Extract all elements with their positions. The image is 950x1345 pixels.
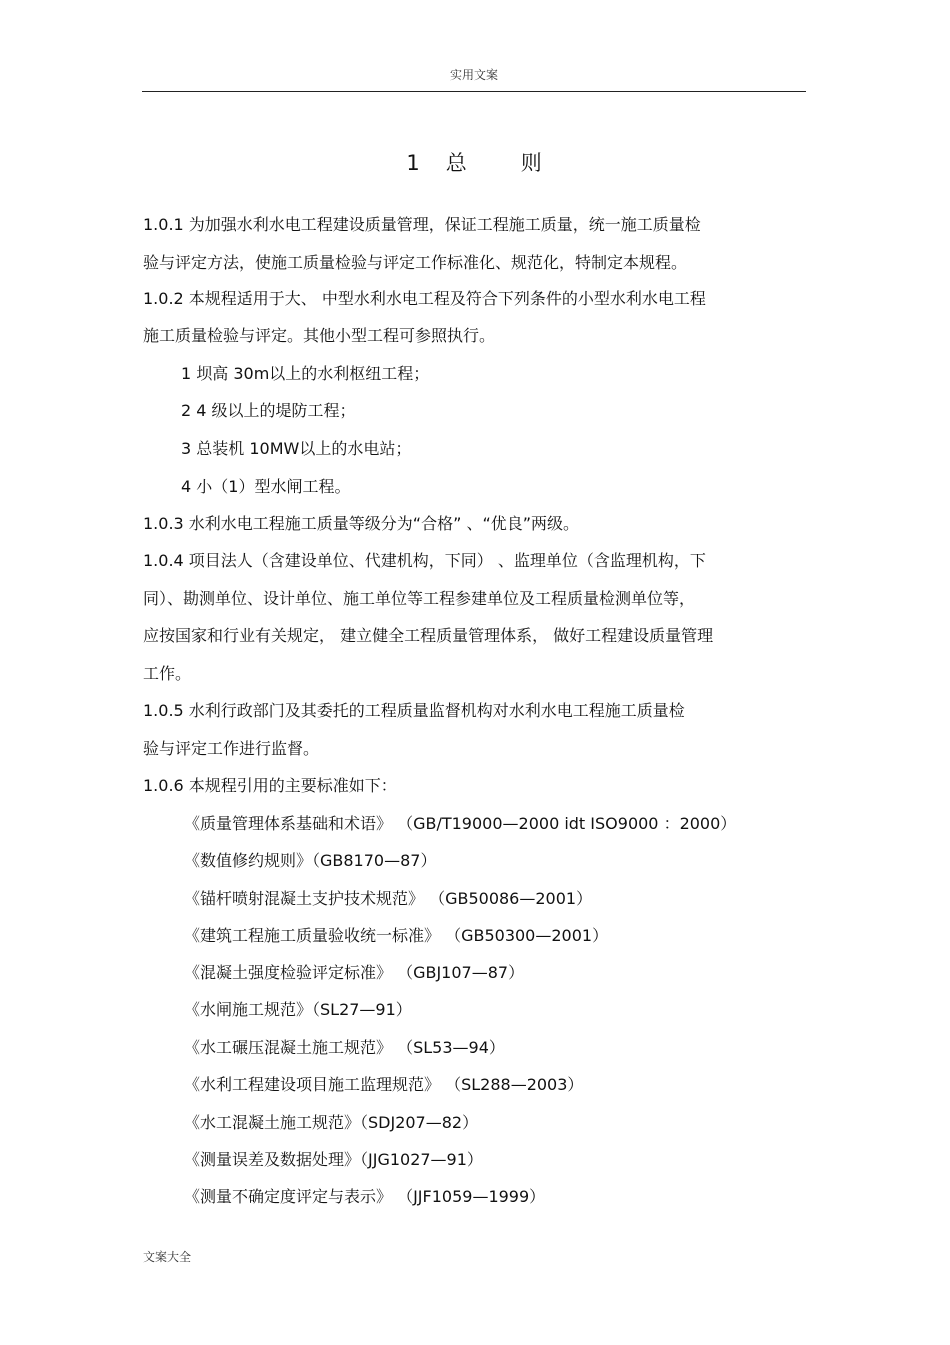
reference-item-4: 《建筑工程施工质量验收统一标准》 （GB50300—2001） (184, 926, 609, 945)
list-item-2: 2 4 级以上的堤防工程； (181, 401, 356, 420)
para-1-0-4-line-2: 同）、勘测单位、设计单位、施工单位等工程参建单位及工程质量检测单位等， (143, 589, 696, 608)
header-rule (142, 91, 806, 92)
chapter-title-char-1: 总 (445, 151, 467, 175)
reference-item-11: 《测量不确定度评定与表示》 （JJF1059—1999） (184, 1187, 546, 1206)
para-1-0-2-line-2: 施工质量检验与评定。其他小型工程可参照执行。 (143, 326, 496, 345)
page-header: 实用文案 (449, 68, 498, 82)
reference-item-1: 《质量管理体系基础和术语》 （GB/T19000—2000 idt ISO9000 ：2000） (184, 814, 737, 833)
reference-item-3: 《锚杆喷射混凝土支护技术规范》 （GB50086—2001） (184, 889, 593, 908)
chapter-title (142, 147, 806, 177)
para-1-0-1-line-2: 验与评定方法，使施工质量检验与评定工作标准化、规范化，特制定本规程。 (143, 253, 688, 272)
reference-item-10: 《测量误差及数据处理》（JJG1027—91） (184, 1150, 483, 1169)
para-1-0-5-line-2: 验与评定工作进行监督。 (143, 739, 320, 758)
para-1-0-5-line-1: 1.0.5 水利行政部门及其委托的工程质量监督机构对水利水电工程施工质量检 (143, 701, 685, 720)
para-1-0-4-line-4: 工作。 (143, 664, 192, 683)
reference-item-7: 《水工碾压混凝土施工规范》 （SL53—94） (184, 1038, 505, 1057)
para-1-0-1-line-1: 1.0.1 为加强水利水电工程建设质量管理，保证工程施工质量，统一施工质量检 (143, 215, 701, 234)
reference-item-5: 《混凝土强度检验评定标准》 （GBJ107—87） (184, 963, 525, 982)
page-footer: 文案大全 (143, 1250, 192, 1264)
reference-item-8: 《水利工程建设项目施工监理规范》 （SL288—2003） (184, 1075, 584, 1094)
para-1-0-2-line-1: 1.0.2 本规程适用于大、 中型水利水电工程及符合下列条件的小型水利水电工程 (143, 289, 706, 308)
para-1-0-4-line-3: 应按国家和行业有关规定， 建立健全工程质量管理体系， 做好工程建设质量管理 (143, 626, 714, 645)
para-1-0-6: 1.0.6 本规程引用的主要标准如下： (143, 776, 397, 795)
para-1-0-4-line-1: 1.0.4 项目法人（含建设单位、代建机构，下同） 、监理单位（含监理机构，下 (143, 551, 706, 570)
para-1-0-3: 1.0.3 水利水电工程施工质量等级分为“合格” 、“优良”两级。 (143, 514, 580, 533)
list-item-1: 1 坝高 30m以上的水利枢纽工程； (181, 364, 430, 383)
list-item-4: 4 小（1）型水闸工程。 (181, 477, 351, 496)
chapter-number: 1 (406, 151, 420, 175)
list-item-3: 3 总装机 10MW以上的水电站； (181, 439, 412, 458)
chapter-title-char-2: 则 (520, 151, 542, 175)
reference-item-9: 《水工混凝土施工规范》（SDJ207—82） (184, 1113, 479, 1132)
reference-item-6: 《水闸施工规范》（SL27—91） (184, 1000, 412, 1019)
reference-item-2: 《数值修约规则》（GB8170—87） (184, 851, 437, 870)
